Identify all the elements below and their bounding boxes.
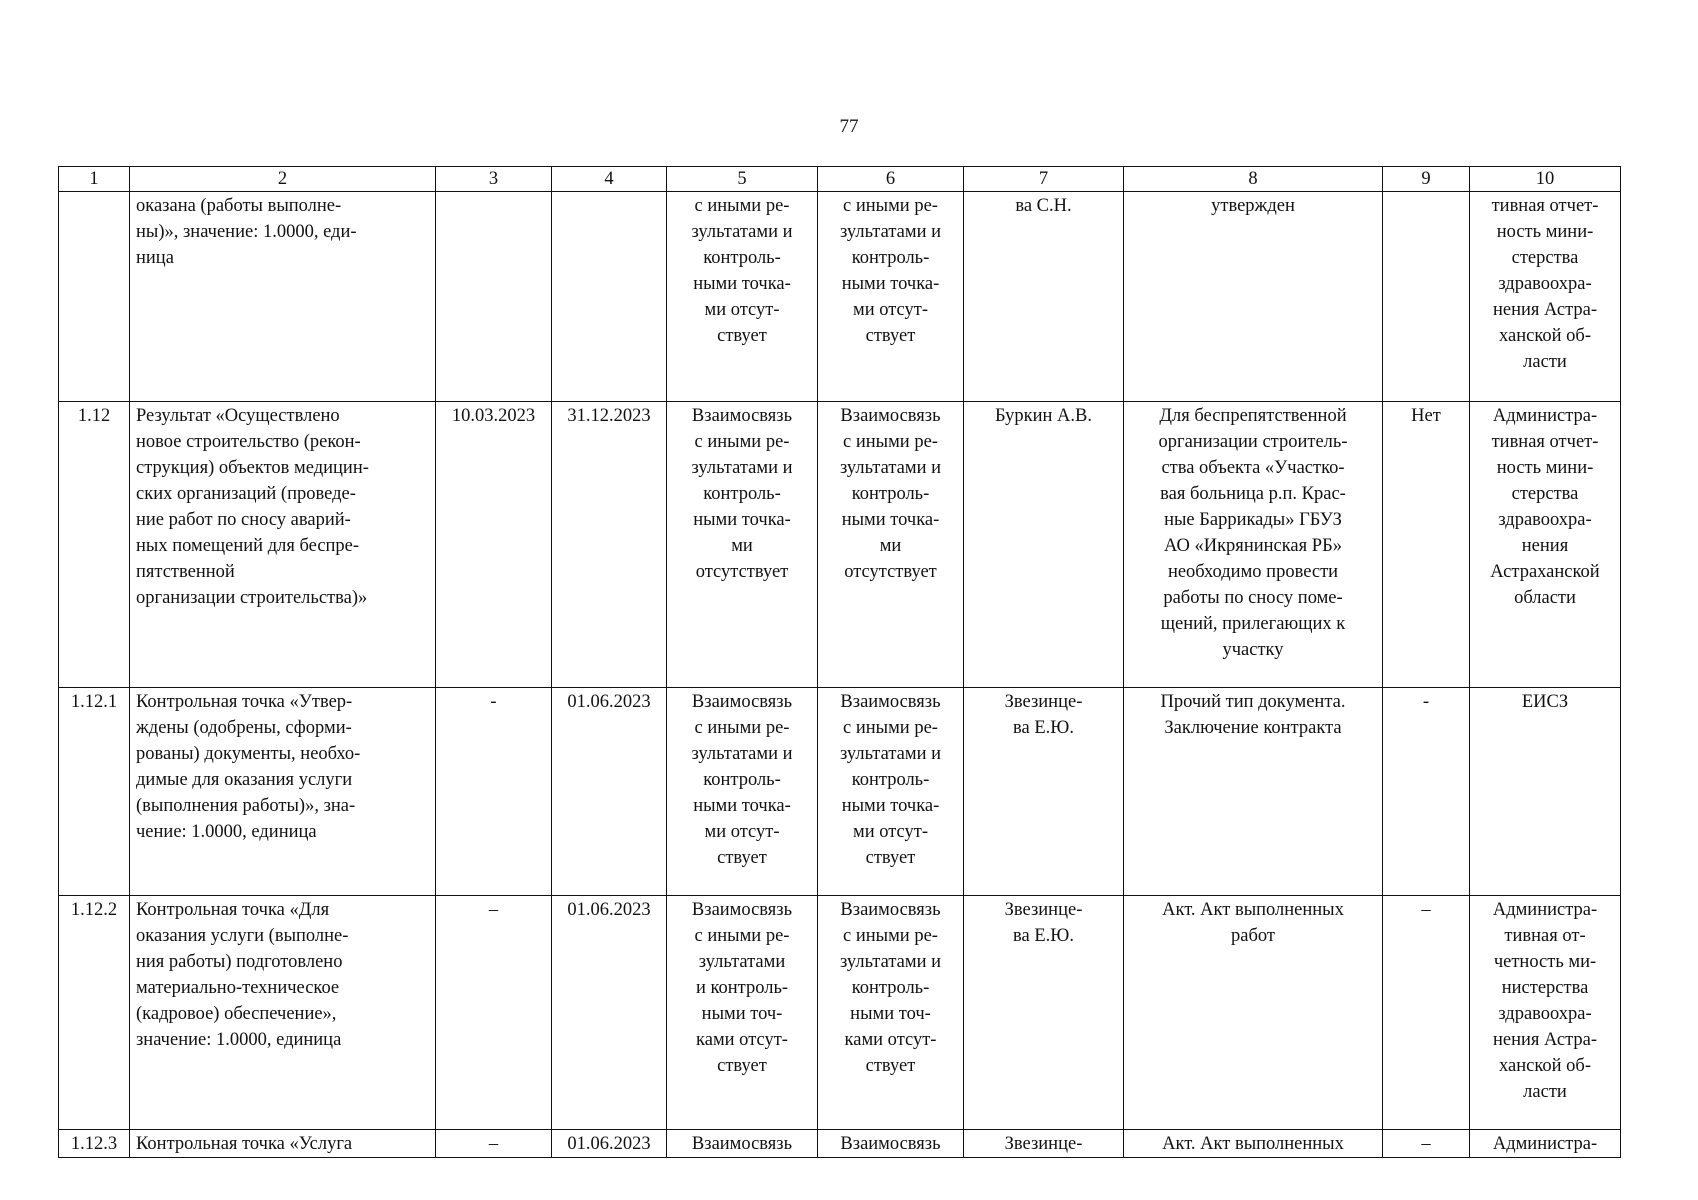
cell-flag: – bbox=[1383, 1130, 1470, 1158]
cell-result-type: Для беспрепятственной организации строитель- ства объекта «Участко- вая больница р.п. Крас- ные Баррикады» ГБУЗ АО «Икрянинская РБ» необходимо провести работы по сносу поме- щений, прилегающих к участку bbox=[1124, 402, 1383, 688]
cell-name: Контрольная точка «Услуга bbox=[130, 1130, 436, 1158]
cell-responsible: Звезинце- ва Е.Ю. bbox=[964, 688, 1124, 896]
cell-end-date: 31.12.2023 bbox=[552, 402, 667, 688]
cell-end-date: 01.06.2023 bbox=[552, 896, 667, 1130]
cell-info-system: тивная отчет- ность мини- стерства здравоохра- нения Астра- ханской об- ласти bbox=[1470, 192, 1621, 402]
column-number-8: 8 bbox=[1124, 167, 1383, 192]
table-row bbox=[59, 192, 1621, 402]
cell-successors: Взаимосвязь bbox=[818, 1130, 964, 1158]
cell-number: 1.12.2 bbox=[59, 896, 130, 1130]
cell-end-date: 01.06.2023 bbox=[552, 688, 667, 896]
cell-flag: – bbox=[1383, 896, 1470, 1130]
column-number-1: 1 bbox=[59, 167, 130, 192]
cell-number: 1.12.1 bbox=[59, 688, 130, 896]
table-row bbox=[59, 1130, 1621, 1158]
cell-number bbox=[59, 192, 130, 402]
cell-successors: Взаимосвязь с иными ре- зультатами и контроль- ными точка- ми отсутствует bbox=[818, 402, 964, 688]
cell-start-date bbox=[436, 192, 552, 402]
cell-successors: Взаимосвязь с иными ре- зультатами и контроль- ными точ- ками отсут- ствует bbox=[818, 896, 964, 1130]
cell-start-date: 10.03.2023 bbox=[436, 402, 552, 688]
cell-successors: с иными ре- зультатами и контроль- ными точка- ми отсут- ствует bbox=[818, 192, 964, 402]
column-number-2: 2 bbox=[130, 167, 436, 192]
column-number-4: 4 bbox=[552, 167, 667, 192]
column-number-5: 5 bbox=[667, 167, 818, 192]
column-number-3: 3 bbox=[436, 167, 552, 192]
table-row bbox=[59, 688, 1621, 896]
cell-result-type: Прочий тип документа. Заключение контракта bbox=[1124, 688, 1383, 896]
cell-start-date: - bbox=[436, 688, 552, 896]
cell-start-date: – bbox=[436, 1130, 552, 1158]
cell-info-system: Администра- тивная отчет- ность мини- стерства здравоохра- нения Астраханской области bbox=[1470, 402, 1621, 688]
cell-successors: Взаимосвязь с иными ре- зультатами и контроль- ными точка- ми отсут- ствует bbox=[818, 688, 964, 896]
cell-name: Результат «Осуществлено новое строительство (рекон- струкция) объектов медицин- ских организаций (проведе- ние работ по сносу аварий- ных помещений для беспре- пятственной организации строительства)» bbox=[130, 402, 436, 688]
column-number-7: 7 bbox=[964, 167, 1124, 192]
cell-predecessors: Взаимосвязь с иными ре- зультатами и контроль- ными точка- ми отсутствует bbox=[667, 402, 818, 688]
table-row bbox=[59, 402, 1621, 688]
cell-end-date: 01.06.2023 bbox=[552, 1130, 667, 1158]
cell-result-type: утвержден bbox=[1124, 192, 1383, 402]
results-table bbox=[58, 166, 1621, 1158]
page-number: 77 bbox=[839, 116, 859, 137]
header-row bbox=[59, 167, 1621, 192]
column-number-6: 6 bbox=[818, 167, 964, 192]
cell-flag: - bbox=[1383, 688, 1470, 896]
cell-predecessors: Взаимосвязь с иными ре- зультатами и контроль- ными точ- ками отсут- ствует bbox=[667, 896, 818, 1130]
column-number-9: 9 bbox=[1383, 167, 1470, 192]
cell-end-date bbox=[552, 192, 667, 402]
cell-name: Контрольная точка «Для оказания услуги (выполне- ния работы) подготовлено материально-техническое (кадровое) обеспечение», значение: 1.0000, единица bbox=[130, 896, 436, 1130]
cell-predecessors: Взаимосвязь bbox=[667, 1130, 818, 1158]
cell-number: 1.12.3 bbox=[59, 1130, 130, 1158]
cell-result-type: Акт. Акт выполненных работ bbox=[1124, 896, 1383, 1130]
table-row bbox=[59, 896, 1621, 1130]
cell-flag bbox=[1383, 192, 1470, 402]
cell-info-system: Администра- тивная от- четность ми- нистерства здравоохра- нения Астра- ханской об- ласти bbox=[1470, 896, 1621, 1130]
cell-name: Контрольная точка «Утвер- ждены (одобрены, сформи- рованы) документы, необхо- димые для оказания услуги (выполнения работы)», зна- чение: 1.0000, единица bbox=[130, 688, 436, 896]
cell-info-system: Администра- bbox=[1470, 1130, 1621, 1158]
cell-flag: Нет bbox=[1383, 402, 1470, 688]
cell-info-system: ЕИСЗ bbox=[1470, 688, 1621, 896]
column-number-10: 10 bbox=[1470, 167, 1621, 192]
cell-responsible: Буркин А.В. bbox=[964, 402, 1124, 688]
cell-responsible: Звезинце- bbox=[964, 1130, 1124, 1158]
cell-start-date: – bbox=[436, 896, 552, 1130]
cell-number: 1.12 bbox=[59, 402, 130, 688]
cell-predecessors: с иными ре- зультатами и контроль- ными точка- ми отсут- ствует bbox=[667, 192, 818, 402]
cell-result-type: Акт. Акт выполненных bbox=[1124, 1130, 1383, 1158]
cell-responsible: Звезинце- ва Е.Ю. bbox=[964, 896, 1124, 1130]
cell-predecessors: Взаимосвязь с иными ре- зультатами и контроль- ными точка- ми отсут- ствует bbox=[667, 688, 818, 896]
cell-name: оказана (работы выполне- ны)», значение: 1.0000, еди- ница bbox=[130, 192, 436, 402]
cell-responsible: ва С.Н. bbox=[964, 192, 1124, 402]
